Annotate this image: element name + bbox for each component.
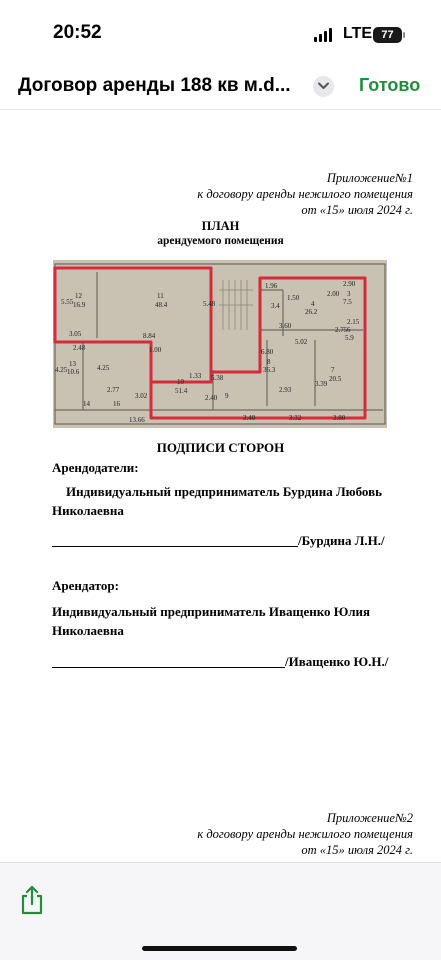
room-label: 51.4 [175,387,188,395]
room-label: 36.3 [263,366,276,374]
room-label: 2.15 [347,318,360,326]
room-label: 12 [75,292,82,300]
tenant-name [52,602,387,640]
appendix1-date: от «15» июля 2024 г. [301,203,413,217]
room-label: 2.40 [205,394,218,402]
room-label: 3.60 [279,322,292,330]
room-label: 5.38 [211,374,224,382]
room-label: 8 [267,358,271,366]
landlords-name-line1: Индивидуальный предприниматель Бурдина Любовь [66,484,382,499]
tenant-name-line2: Николаевна [52,623,124,638]
appendix1-title: Приложение№1 [326,171,413,185]
room-label: 2.90 [343,280,356,288]
appendix1-reference: к договору аренды нежилого помещения [197,187,413,201]
room-label: 2.48 [73,344,86,352]
room-label: 7.5 [343,298,352,306]
room-label: 4.25 [97,364,110,372]
room-label: 2.00 [327,290,340,298]
room-label: 3.4 [271,302,280,310]
chevron-down-icon [318,82,329,90]
room-label: 14 [83,400,90,408]
room-label: 3.05 [69,330,82,338]
room-label: 5.02 [295,338,308,346]
room-label: 26.2 [305,308,318,316]
room-label: 3.39 [315,380,328,388]
landlords-signature-line [52,546,298,547]
room-label: 10.6 [67,368,80,376]
room-label: 6.80 [261,348,274,356]
room-label: 1.33 [189,372,202,380]
status-time: 20:52 [53,22,102,43]
room-label: 2.93 [279,386,292,394]
room-label: 13.66 [129,416,145,424]
room-label: 7 [331,366,335,374]
signal-icon [314,28,334,42]
appendix1-block [197,170,413,218]
battery-icon [373,27,402,43]
room-label: 16 [113,400,120,408]
room-label: 5.55 [61,298,74,306]
appendix2-date: от «15» июля 2024 г. [301,843,413,857]
room-label: 9 [225,392,229,400]
room-label: 1.00 [149,346,162,354]
document-title[interactable]: Договор аренды 188 кв м.d... [18,75,291,96]
room-label: 1.96 [265,282,278,290]
room-label: 6 [347,326,351,334]
room-label: 20.5 [329,375,342,383]
room-label: 5.9 [345,334,354,342]
document-header [0,70,441,110]
room-label: 3.40 [243,414,256,422]
room-label: 3.80 [333,414,346,422]
floor-plan-image [53,260,387,428]
landlords-name-line2: Николаевна [52,503,124,518]
room-label: 13 [69,360,76,368]
plan-title: ПЛАН [201,219,240,233]
tenant-signature: /Иващенко Ю.Н./ [285,654,389,669]
room-label: 2.77 [107,386,120,394]
room-label: 48.4 [155,301,168,309]
title-menu-button[interactable] [313,76,334,97]
share-icon [19,885,45,915]
bottom-toolbar [0,862,441,960]
landlords-signature: /Бурдина Л.Н./ [298,533,385,548]
room-label: 4.25 [55,366,68,374]
room-label: 5.48 [203,300,216,308]
room-label: 4 [311,300,315,308]
room-label: 16.9 [73,301,86,309]
tenant-signature-line [52,667,285,668]
room-label: 11 [157,292,164,300]
status-bar [0,0,441,70]
appendix2-reference: к договору аренды нежилого помещения [197,827,413,841]
tenant-name-line1: Индивидуальный предприниматель Иващенко Юлия [52,604,371,619]
battery-level: 77 [381,29,394,41]
plan-subtitle: арендуемого помещения [157,235,284,247]
room-label: 10 [177,378,184,386]
landlords-label: Арендодатели: [52,460,139,475]
room-label: 2.75 [335,326,348,334]
room-label: 3.02 [135,392,148,400]
tenant-label: Арендатор: [52,578,119,593]
share-button[interactable] [19,885,45,915]
done-button[interactable]: Готово [359,75,421,95]
room-label: 3.32 [289,414,302,422]
room-label: 3 [347,290,351,298]
room-label: 1.50 [287,294,300,302]
home-indicator[interactable] [142,946,297,951]
room-label: 8.84 [143,332,156,340]
signatures-title: ПОДПИСИ СТОРОН [156,440,285,455]
appendix2-block [197,810,413,858]
appendix2-title: Приложение№2 [326,811,413,825]
document-page [0,110,441,860]
network-type: LTE [343,25,373,42]
landlords-name [52,482,387,520]
